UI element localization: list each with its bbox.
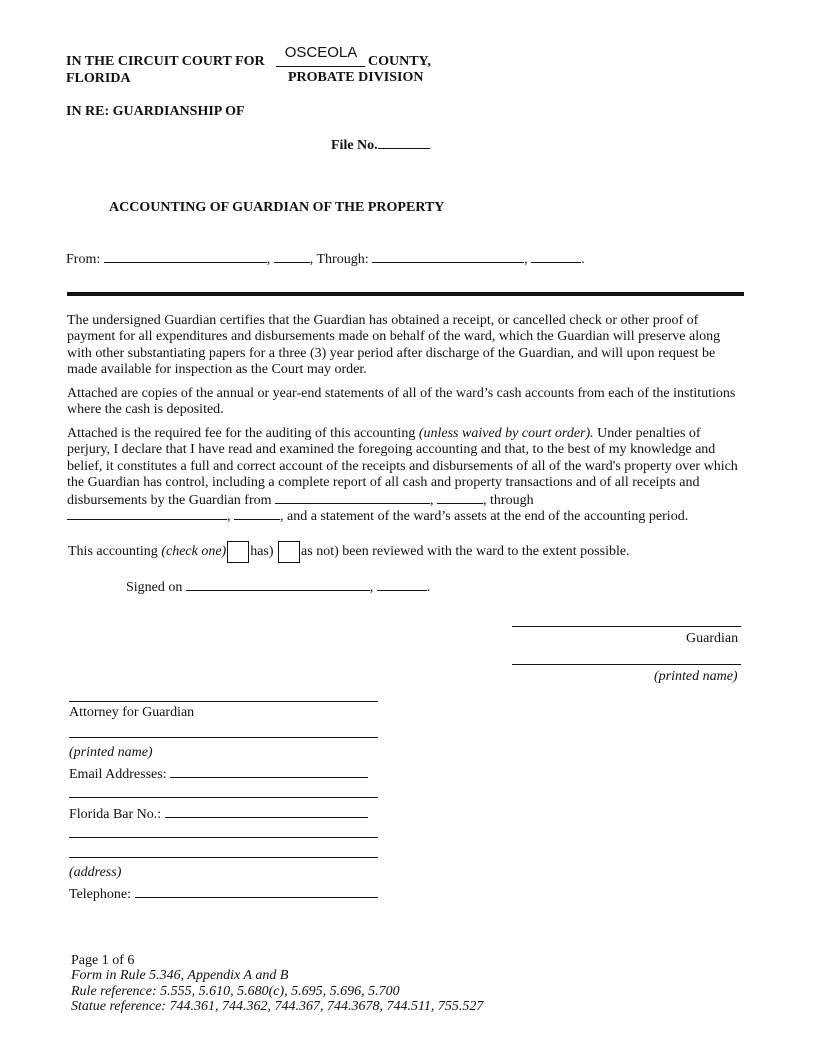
court-heading xyxy=(66,54,265,70)
attorney-printed-name-line[interactable] xyxy=(69,737,378,738)
certification-paragraph: The undersigned Guardian certifies that the Guardian has obtained a receipt, or cancelled check or other proof of payment for all expenditures and disbursements made on behalf of the ward, which the Guardian will preserve along with other substantiating papers for a three (3) year period after discharge of the Guardian, and will upon request be made available for inspection as the Court may order. xyxy=(67,313,721,377)
through-label: Through: xyxy=(316,252,369,267)
signed-on-line: Signed on , . xyxy=(126,580,431,595)
rule-reference: Rule reference: 5.555, 5.610, 5.680(c), 5.695, 5.696, 5.700 xyxy=(71,984,400,999)
file-no-field[interactable] xyxy=(378,136,430,149)
telephone-line xyxy=(69,885,378,903)
telephone-label: Telephone: xyxy=(69,887,131,902)
division-label: PROBATE DIVISION xyxy=(288,70,424,85)
attorney-label: Attorney for Guardian xyxy=(69,705,195,720)
address-line-1[interactable] xyxy=(69,837,378,838)
accounting-through-year-field[interactable] xyxy=(234,507,280,520)
address-label: (address) xyxy=(69,865,122,880)
perjury-text-b: Under penalties of perjury, I declare that I have read and examined the foregoing accounting and that, to the best of my knowledge and belief, it constitutes a full and correct account of the receipts and disbursements of all of the ward's property over which the Guardian has control, including a complete report of all cash and property transactions and of all receipts and disbursements by the Guardian from xyxy=(67,426,738,509)
guardian-printed-name-line[interactable] xyxy=(512,664,741,665)
file-no xyxy=(331,136,430,154)
review-statement xyxy=(68,541,630,563)
email-line xyxy=(69,765,368,783)
county-field-line xyxy=(276,66,365,67)
bar-number-field[interactable] xyxy=(165,805,368,818)
accounting-through-line: , , and a statement of the ward’s assets at the end of the accounting period. xyxy=(67,507,688,525)
through-date-field[interactable] xyxy=(372,250,524,263)
statements-paragraph: Attached are copies of the annual or year-end statements of all of the ward’s cash accounts from each of the institutions where the cash is deposited. xyxy=(67,386,736,418)
address-line-2[interactable] xyxy=(69,857,378,858)
guardian-printed-name-label: (printed name) xyxy=(654,669,738,684)
check-one-label: (check one) xyxy=(161,544,227,560)
through-year-field[interactable] xyxy=(531,250,581,263)
signed-on-date-field[interactable] xyxy=(186,578,370,591)
county-suffix: COUNTY, xyxy=(368,54,431,69)
signed-on-label: Signed on xyxy=(126,580,183,595)
review-prefix: This accounting xyxy=(68,544,158,560)
in-re-label: IN RE: GUARDIANSHIP OF xyxy=(66,104,245,119)
period-line: From: , , Through: , . xyxy=(66,252,585,267)
email-label: Email Addresses: xyxy=(69,767,167,782)
bar-line xyxy=(69,805,368,823)
accounting-from-date-field[interactable] xyxy=(275,491,430,504)
form-reference: Form in Rule 5.346, Appendix A and B xyxy=(71,968,289,983)
state-label: FLORIDA xyxy=(66,71,131,86)
county-field[interactable]: OSCEOLA xyxy=(284,44,358,61)
signed-on-year-field[interactable] xyxy=(377,578,427,591)
attorney-printed-name-label: (printed name) xyxy=(69,745,153,760)
perjury-text-a: Attached is the required fee for the auditing of this accounting xyxy=(67,426,419,441)
email-second-line[interactable] xyxy=(69,797,378,798)
through-word: through xyxy=(490,493,534,509)
has-label: has) xyxy=(250,544,274,560)
bar-label: Florida Bar No.: xyxy=(69,807,162,822)
statue-reference: Statue reference: 744.361, 744.362, 744.367, 744.3678, 744.511, 755.527 xyxy=(71,999,484,1014)
section-divider xyxy=(67,292,744,296)
telephone-field[interactable] xyxy=(135,885,378,898)
document-title: ACCOUNTING OF GUARDIAN OF THE PROPERTY xyxy=(109,200,445,215)
has-checkbox[interactable] xyxy=(227,541,249,563)
attorney-signature-line[interactable] xyxy=(69,701,378,702)
from-label: From: xyxy=(66,252,101,267)
guardian-label: Guardian xyxy=(686,631,739,646)
from-date-field[interactable] xyxy=(104,250,267,263)
court-prefix: IN THE CIRCUIT COURT FOR xyxy=(66,54,265,69)
accounting-end-text: and a statement of the ward’s assets at the end of the accounting period. xyxy=(287,509,689,524)
perjury-italic: (unless waived by court order). xyxy=(418,426,594,441)
guardian-signature-line[interactable] xyxy=(512,626,741,627)
accounting-from-year-field[interactable] xyxy=(437,491,483,504)
from-year-field[interactable] xyxy=(274,250,310,263)
page-number: Page 1 of 6 xyxy=(71,953,135,968)
has-not-checkbox[interactable] xyxy=(278,541,300,563)
file-no-label: File No. xyxy=(331,138,378,153)
accounting-through-date-field[interactable] xyxy=(67,507,227,520)
perjury-paragraph: Attached is the required fee for the auditing of this accounting (unless waived by court order). Under penalties of perjury, I declare that I have read and examined the foregoing accounting and that, to the best of my knowledge and belief, it constitutes a full and correct account of the receipts and disbursements of all of the ward's property over which the Guardian has control, including a complete report of all cash and property transactions and of all receipts and disbursements by the Guardian from , , through xyxy=(67,426,738,509)
has-not-label: as not) been reviewed with the ward to the extent possible. xyxy=(301,544,630,560)
email-field[interactable] xyxy=(170,765,368,778)
